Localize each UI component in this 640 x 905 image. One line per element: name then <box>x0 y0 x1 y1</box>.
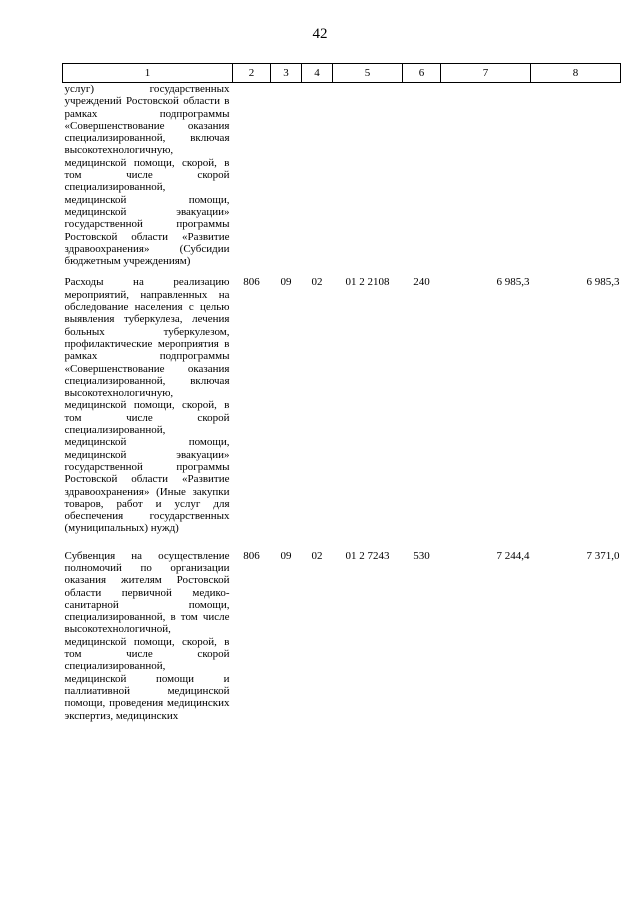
row-subsection-code <box>302 83 333 268</box>
budget-table-container <box>62 63 620 728</box>
table-header-row <box>63 64 621 83</box>
table-row <box>63 83 621 268</box>
row-amount-year-2: 6 985,3 <box>586 276 620 289</box>
header-col-4: 4 <box>302 64 333 83</box>
header-col-6: 6 <box>403 64 441 83</box>
row-description: Субвенция на осуществление полномочий по организации оказания жителям Ростовской области первичной медико-санитарной помощи, специализированной, в том числе высокотехнологичной, медицинской помощи, скорой, в том числе скорой специализированной, медицинской помощи и паллиативной медицинской помощи, проведения медицинских экспертиз, медицинских <box>64 549 230 722</box>
table-row <box>63 267 621 540</box>
row-amount-year-1: 6 985,3 <box>496 276 530 289</box>
row-description: услуг) государственных учреждений Ростовской области в рамках подпрограммы «Совершенствование оказания специализированной, включая высокотехнологичную, медицинской помощи, скорой, в том числе скорой специализированной, медицинской помощи, медицинской эвакуации» государственной программы Ростовской области «Развитие здравоохранения» (Субсидии бюджетным учреждениям) <box>64 83 230 268</box>
row-section-code <box>271 83 302 268</box>
row-subsection-code: 02 <box>311 549 323 562</box>
header-col-7: 7 <box>441 64 531 83</box>
page-number: 42 <box>312 26 328 42</box>
row-amount-year-2 <box>531 83 621 268</box>
row-amount-year-1 <box>441 83 531 268</box>
header-col-8: 8 <box>531 64 621 83</box>
row-amount-year-2: 7 371,0 <box>586 549 620 562</box>
header-col-3: 3 <box>271 64 302 83</box>
table-row <box>63 541 621 728</box>
budget-table <box>62 63 621 728</box>
header-col-5: 5 <box>333 64 403 83</box>
row-subsection-code: 02 <box>311 276 323 289</box>
row-description: Расходы на реализацию мероприятий, направленных на обследование населения с целью выявления туберкулеза, лечения больных туберкулезом, профилактические мероприятия в рамках подпрограммы «Совершенствование оказания специализированной, включая высокотехнологичную, медицинской помощи, скорой, в том числе скорой специализированной, медицинской помощи, медицинской эвакуации» государственной программы Ростовской области «Развитие здравоохранения» (Иные закупки товаров, работ и услуг для обеспечения государственных (муниципальных) нужд) <box>64 276 230 535</box>
row-amount-year-1: 7 244,4 <box>496 549 530 562</box>
row-expense-type-code: 530 <box>413 549 430 562</box>
row-target-code: 01 2 2108 <box>345 276 390 289</box>
row-target-code <box>333 83 403 268</box>
row-target-code: 01 2 7243 <box>345 549 390 562</box>
row-section-code: 09 <box>280 276 292 289</box>
row-section-code: 09 <box>280 549 292 562</box>
row-ministry-code: 806 <box>243 549 260 562</box>
header-col-2: 2 <box>233 64 271 83</box>
row-ministry-code <box>233 83 271 268</box>
row-expense-type-code <box>403 83 441 268</box>
row-expense-type-code: 240 <box>413 276 430 289</box>
header-col-1: 1 <box>63 64 233 83</box>
row-ministry-code: 806 <box>243 276 260 289</box>
